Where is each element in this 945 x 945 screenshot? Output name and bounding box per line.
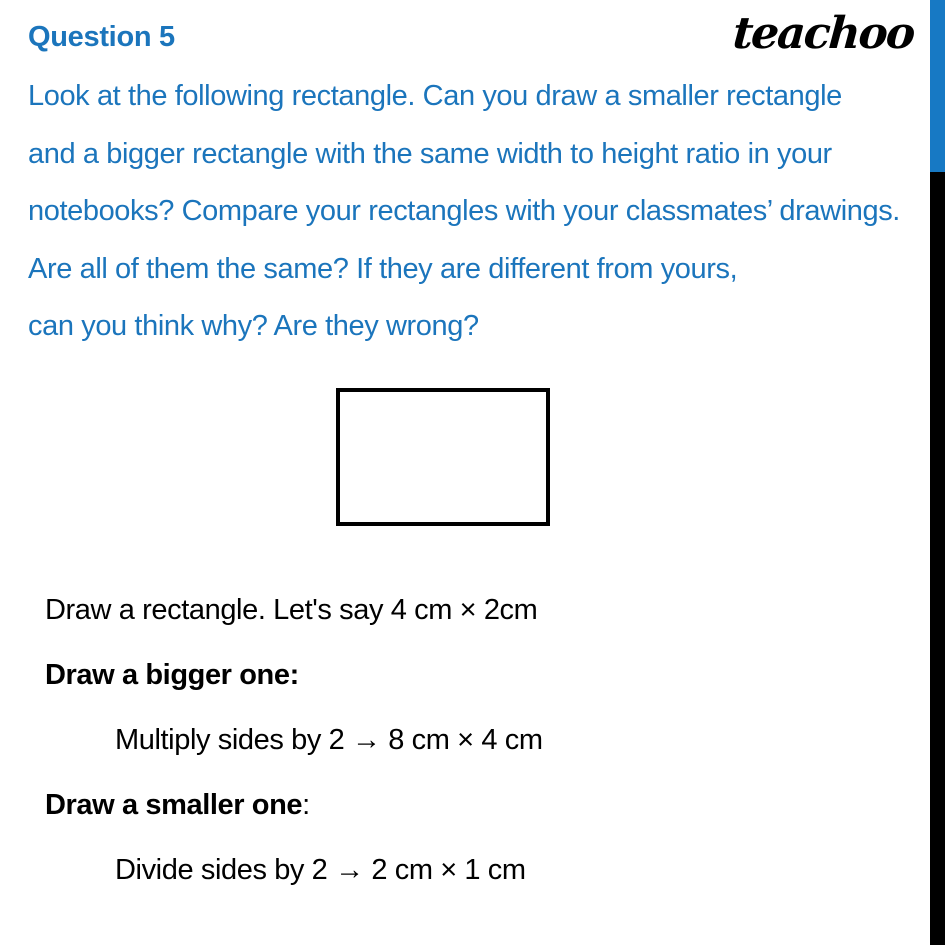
solution-bigger-heading: Draw a bigger one:: [45, 659, 299, 691]
question-line-3: notebooks? Compare your rectangles with your classmates’ drawings.: [28, 195, 900, 227]
solution-bigger-step: Multiply sides by 2 → 8 cm × 4 cm: [115, 724, 543, 756]
question-line-1: Look at the following rectangle. Can you draw a smaller rectangle: [28, 80, 842, 112]
teachoo-logo: teachoo: [730, 8, 915, 59]
question-line-2: and a bigger rectangle with the same width to height ratio in your: [28, 137, 832, 170]
question-line-4: Are all of them the same? If they are different from yours,: [28, 252, 738, 285]
rectangle-figure: [336, 388, 550, 526]
solution-intro: Draw a rectangle. Let's say 4 cm × 2cm: [45, 594, 538, 626]
question-line-5: can you think why? Are they wrong?: [28, 310, 479, 342]
solution-smaller-heading: [45, 787, 310, 823]
question-text: [28, 68, 940, 356]
solution-smaller-heading-colon: :: [302, 789, 310, 821]
solution-smaller-heading-bold: Draw a smaller one: [45, 789, 303, 821]
question-title: Question 5: [28, 21, 175, 53]
solution-smaller-step: Divide sides by 2 → 2 cm × 1 cm: [115, 854, 526, 886]
